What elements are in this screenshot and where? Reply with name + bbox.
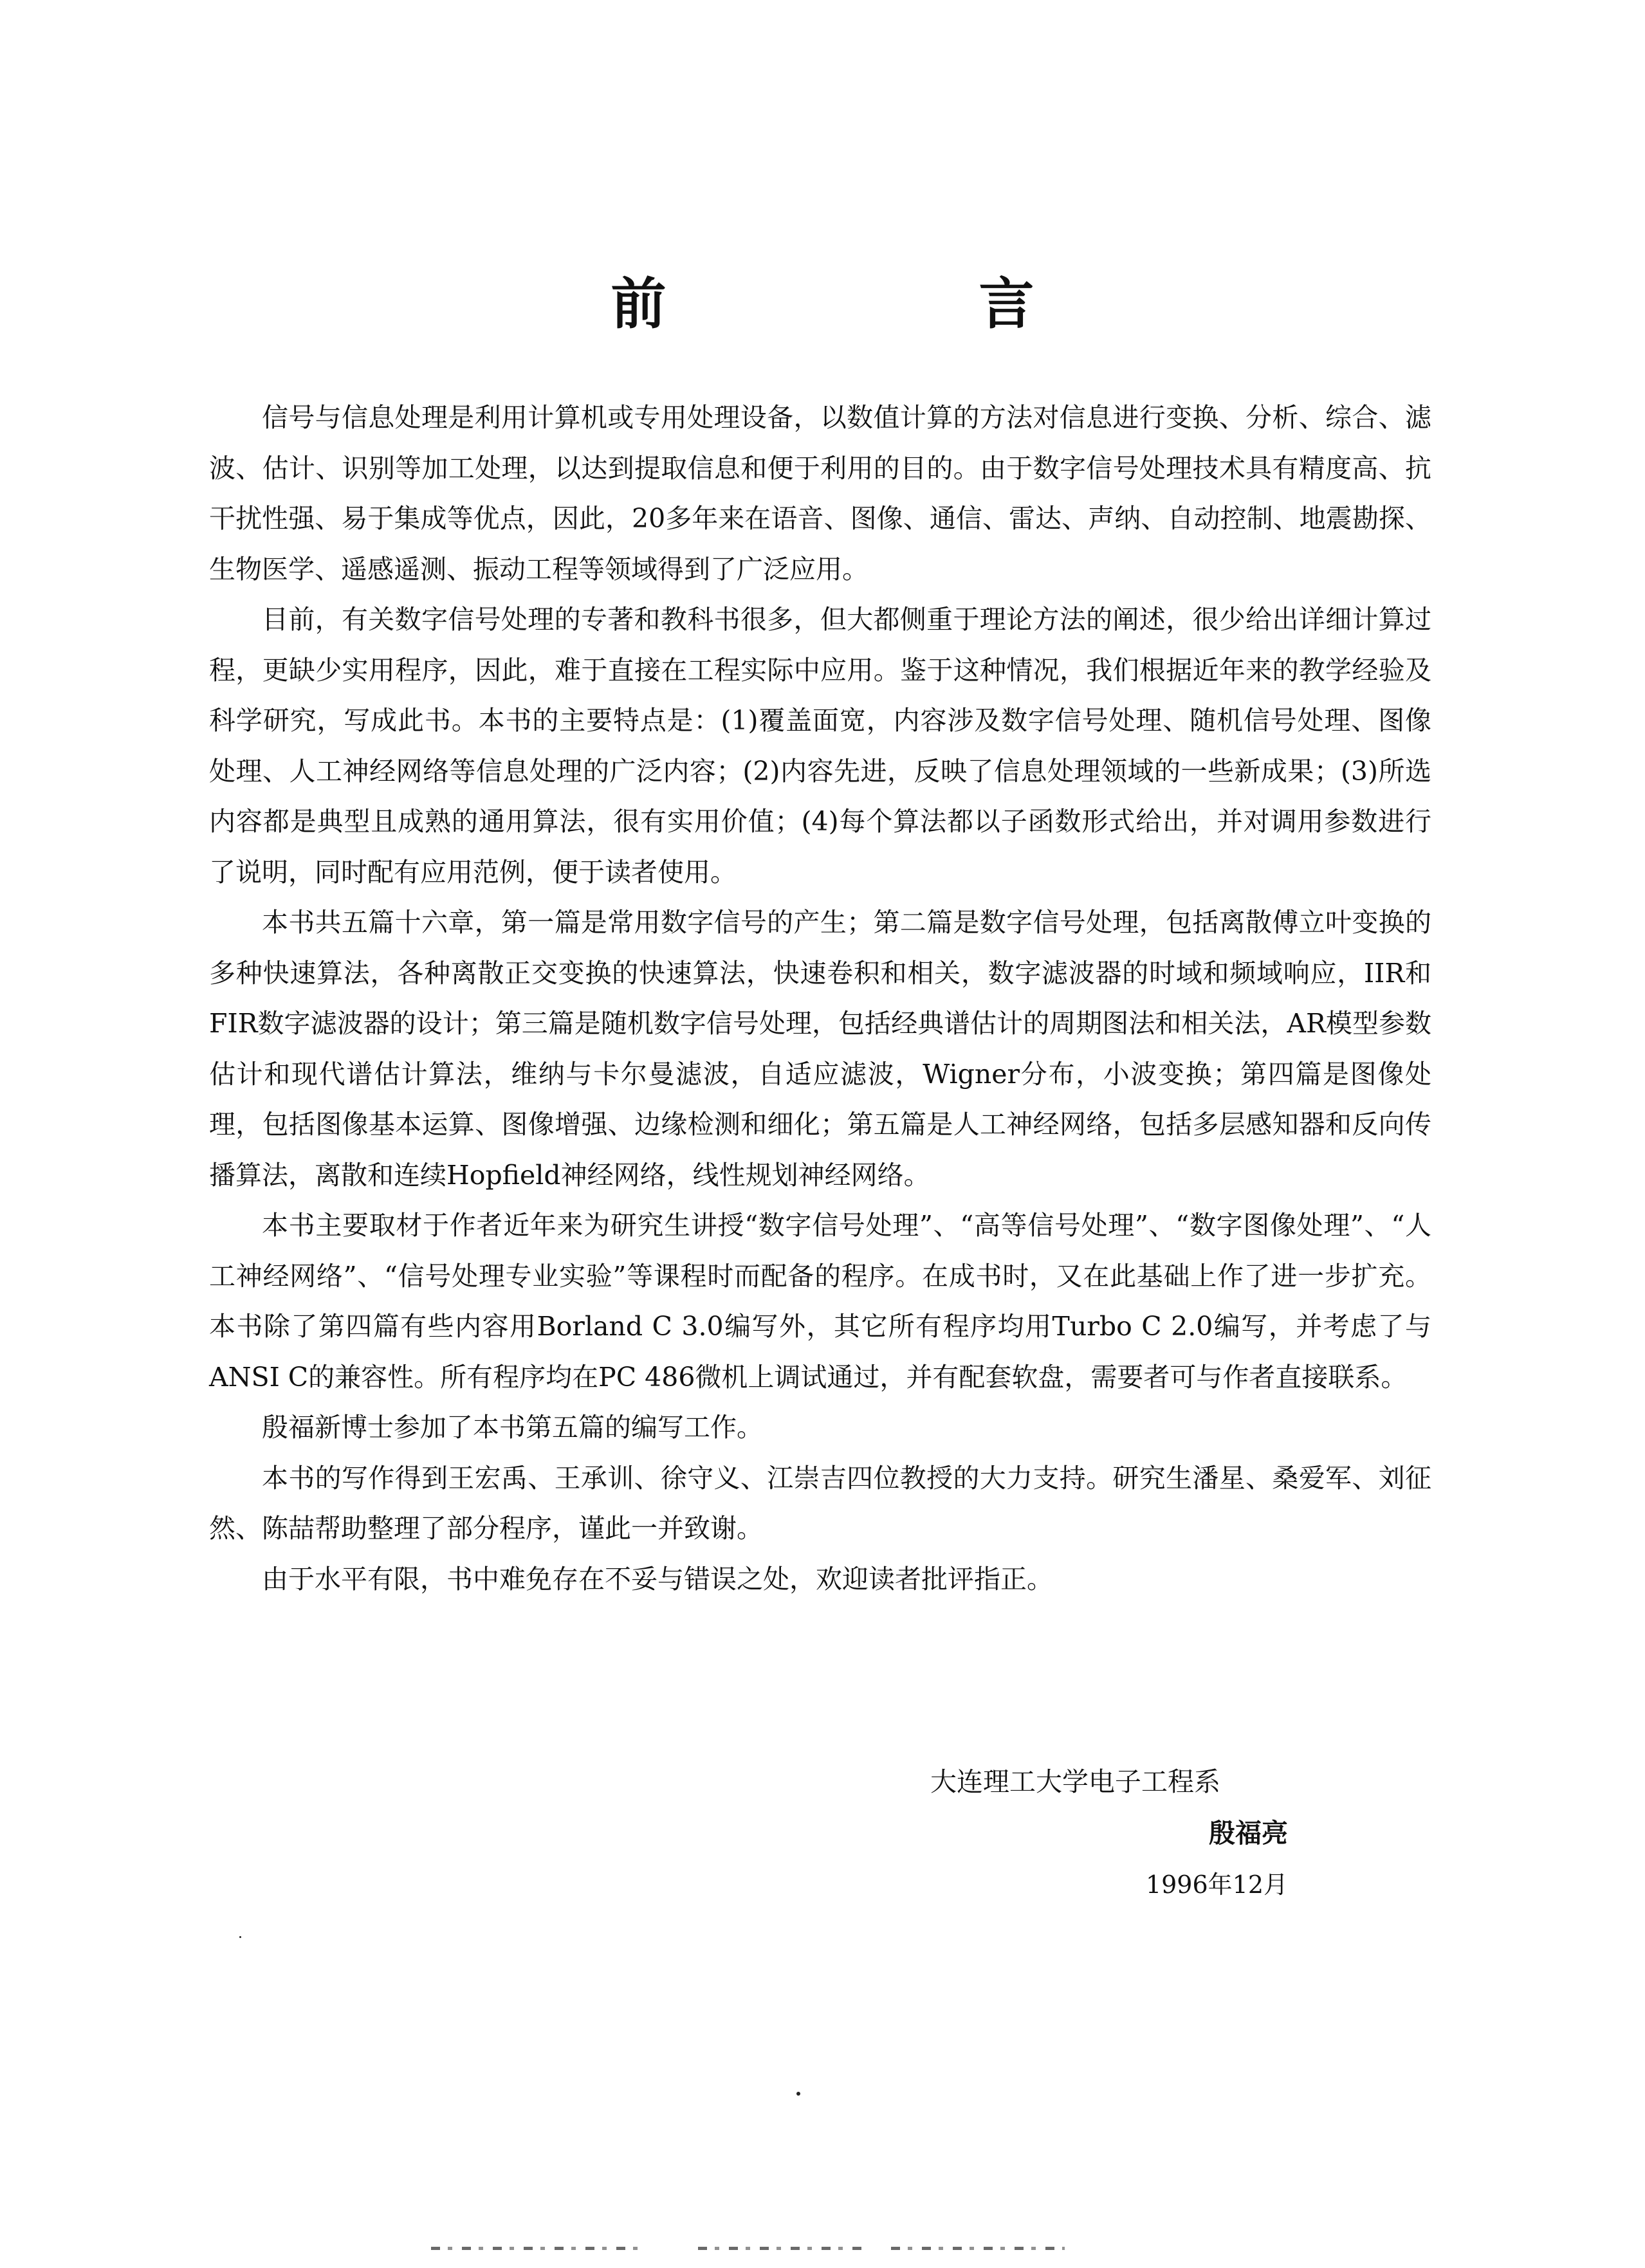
scan-speck: [796, 2092, 800, 2096]
signature-department: 大连理工大学电子工程系: [930, 1766, 1220, 1797]
scan-artifact: [891, 2247, 1065, 2250]
paragraph-1: 信号与信息处理是利用计算机或专用处理设备，以数值计算的方法对信息进行变换、分析、综合、滤波、估计、识别等加工处理，以达到提取信息和便于利用的目的。由于数字信号处理技术具有精度高、抗干扰性强、易于集成等优点，因此，20多年来在语音、图像、通信、雷达、声纳、自动控制、地震勘探、生物医学、遥感遥测、振动工程等领域得到了广泛应用。: [209, 402, 1431, 585]
scan-speck: [239, 1936, 241, 1938]
signature-block: [930, 1756, 1288, 1910]
page-title: 前 言: [611, 271, 1163, 336]
paragraph-5: 殷福新博士参加了本书第五篇的编写工作。: [262, 1412, 763, 1443]
preface-body: [209, 392, 1431, 1604]
signature-date: 1996年12月: [1145, 1870, 1288, 1899]
scan-artifact: [431, 2247, 643, 2250]
paragraph-3: 本书共五篇十六章，第一篇是常用数字信号的产生；第二篇是数字信号处理，包括离散傅立叶变换的多种快速算法，各种离散正交变换的快速算法，快速卷积和相关，数字滤波器的时域和频域响应，IIR和FIR数字滤波器的设计；第三篇是随机数字信号处理，包括经典谱估计的周期图法和相关法，AR模型参数估计和现代谱估计算法，维纳与卡尔曼滤波，自适应滤波，Wigner分布，小波变换；第四篇是图像处理，包括图像基本运算、图像增强、边缘检测和细化；第五篇是人工神经网络，包括多层感知器和反向传播算法，离散和连续Hopfield神经网络，线性规划神经网络。: [209, 907, 1431, 1191]
paragraph-2: 目前，有关数字信号处理的专著和教科书很多，但大都侧重于理论方法的阐述，很少给出详细计算过程，更缺少实用程序，因此，难于直接在工程实际中应用。鉴于这种情况，我们根据近年来的教学经验及科学研究，写成此书。本书的主要特点是：(1)覆盖面宽，内容涉及数字信号处理、随机信号处理、图像处理、人工神经网络等信息处理的广泛内容；(2)内容先进，反映了信息处理领域的一些新成果；(3)所选内容都是典型且成熟的通用算法，很有实用价值；(4)每个算法都以子函数形式给出，并对调用参数进行了说明，同时配有应用范例，便于读者使用。: [209, 604, 1431, 888]
paragraph-4: 本书主要取材于作者近年来为研究生讲授“数字信号处理”、“高等信号处理”、“数字图像处理”、“人工神经网络”、“信号处理专业实验”等课程时而配备的程序。在成书时，又在此基础上作了进一步扩充。本书除了第四篇有些内容用Borland C 3.0编写外，其它所有程序均用Turbo C 2.0编写，并考虑了与ANSI C的兼容性。所有程序均在PC 486微机上调试通过，并有配套软盘，需要者可与作者直接联系。: [209, 1210, 1431, 1393]
paragraph-7: 由于水平有限，书中难免存在不妥与错误之处，欢迎读者批评指正。: [262, 1563, 1053, 1595]
scan-artifact: [698, 2247, 868, 2250]
paragraph-6: 本书的写作得到王宏禹、王承训、徐守义、江崇吉四位教授的大力支持。研究生潘星、桑爱军、刘征然、陈喆帮助整理了部分程序，谨此一并致谢。: [209, 1462, 1431, 1544]
signature-author: 殷福亮: [1209, 1818, 1288, 1849]
